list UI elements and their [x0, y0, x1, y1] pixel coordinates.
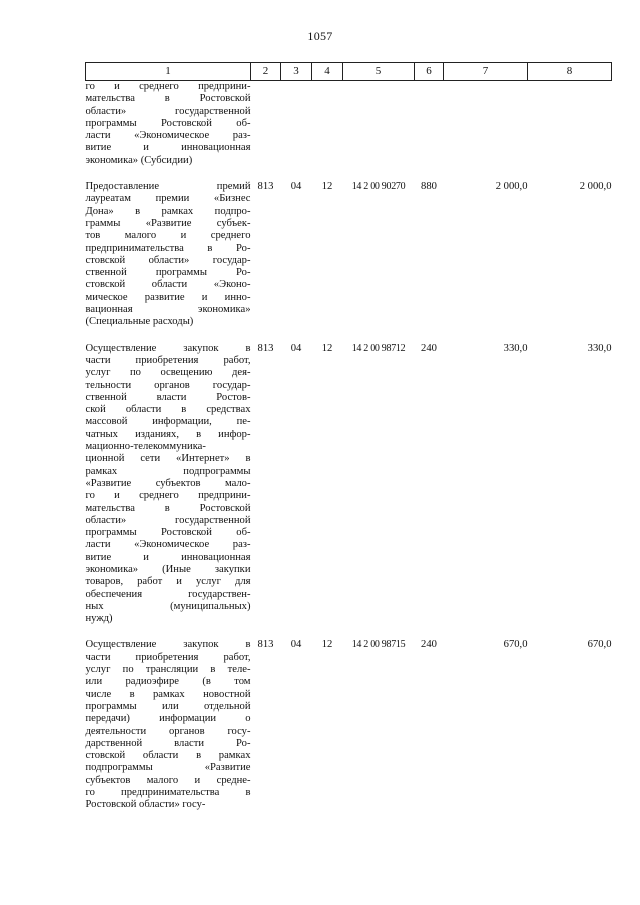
description-line: услуг по освещению дея-	[85, 367, 251, 379]
column-header: 6	[415, 63, 444, 81]
description-line: ных (муниципальных)	[85, 600, 251, 612]
description-line: области» государственной	[85, 514, 251, 526]
table-body	[86, 81, 612, 812]
budget-table	[85, 62, 612, 812]
cell-subsection-code: 12	[321, 342, 333, 354]
cell-target-article: 14 2 00 98715	[351, 639, 406, 651]
cell-ministry-code	[251, 81, 281, 168]
row-description	[86, 181, 251, 329]
description-line: дарственной власти Ро-	[85, 737, 251, 749]
description-line: вационная экономика»	[85, 304, 251, 316]
description-line: го и среднего предприни-	[85, 81, 251, 92]
table-row	[86, 181, 612, 329]
cell-amount-year-1: 330,0	[503, 342, 528, 354]
description-line: «Развитие субъектов мало-	[85, 477, 251, 489]
description-line: экономика» (Субсидии)	[85, 154, 193, 166]
column-header: 7	[444, 63, 528, 81]
description-line: обеспечения государствен-	[85, 588, 251, 600]
description-line: ласти «Экономическое раз-	[85, 130, 251, 142]
description-line: тельности органов государ-	[85, 379, 251, 391]
description-line: ской области в средствах	[85, 404, 251, 416]
description-line: услуг по трансляции в теле-	[85, 664, 251, 676]
column-header: 3	[281, 63, 312, 81]
description-line: нужд)	[85, 613, 113, 625]
cell-amount-year-2	[528, 81, 612, 168]
description-line: числе в рамках новостной	[85, 688, 251, 700]
description-line: чатных изданиях, в инфор-	[85, 428, 251, 440]
row-description	[86, 81, 251, 168]
description-line: стовской области в рамках	[85, 750, 251, 762]
cell-ministry-code: 813	[257, 639, 274, 651]
description-line: стовской области «Эконо-	[85, 279, 251, 291]
description-line: ственной программы Ро-	[85, 267, 251, 279]
row-spacer	[86, 329, 612, 343]
column-header: 2	[251, 63, 281, 81]
description-line: го предпринимательства в	[85, 787, 251, 799]
row-description	[86, 639, 251, 811]
description-line: программы Ростовской об-	[85, 117, 251, 129]
description-line: рамках подпрограммы	[85, 465, 251, 477]
description-line: го и среднего предприни-	[85, 490, 251, 502]
description-line: тов малого и среднего	[85, 230, 251, 242]
cell-amount-year-1: 670,0	[503, 639, 528, 651]
description-line: Ростовской области» госу-	[85, 799, 206, 811]
description-line: передачи) информации о	[85, 713, 251, 725]
cell-target-article: 14 2 00 98712	[351, 342, 406, 354]
cell-amount-year-1: 2 000,0	[495, 181, 528, 193]
description-line: мательства в Ростовской	[85, 502, 251, 514]
description-line: витие и инновационная	[85, 142, 251, 154]
table-row	[86, 81, 612, 168]
description-line: Предоставление премий	[85, 181, 251, 193]
cell-subsection-code: 12	[321, 639, 333, 651]
description-line: Осуществление закупок в	[85, 342, 251, 354]
cell-expense-type: 240	[421, 342, 437, 354]
cell-subsection-code	[312, 81, 343, 168]
cell-section-code: 04	[290, 342, 302, 354]
row-spacer	[86, 625, 612, 639]
description-line: товаров, работ и услуг для	[85, 576, 251, 588]
table-row	[86, 343, 612, 626]
description-line: или радиоэфире (в том	[85, 676, 251, 688]
column-header: 5	[343, 63, 415, 81]
description-line: области» государственной	[85, 105, 251, 117]
description-line: массовой информации, пе-	[85, 416, 251, 428]
column-header: 8	[528, 63, 612, 81]
description-line: витие и инновационная	[85, 551, 251, 563]
column-header: 1	[86, 63, 251, 81]
table-header-row	[86, 63, 612, 81]
cell-target-article: 14 2 00 90270	[351, 181, 406, 193]
description-line: ласти «Экономическое раз-	[85, 539, 251, 551]
row-description	[86, 343, 251, 626]
description-line: деятельности органов госу-	[85, 725, 251, 737]
cell-section-code: 04	[290, 639, 302, 651]
description-line: лауреатам премии «Бизнес	[85, 193, 251, 205]
description-line: части приобретения работ,	[85, 651, 251, 663]
cell-section-code: 04	[290, 181, 302, 193]
cell-target-article	[343, 81, 415, 168]
description-line: Дона» в рамках подпро-	[85, 205, 251, 217]
description-line: программы или отдельной	[85, 700, 251, 712]
description-line: предпринимательства в Ро-	[85, 242, 251, 254]
cell-expense-type: 240	[421, 639, 437, 651]
description-line: субъектов малого и средне-	[85, 774, 251, 786]
cell-section-code	[281, 81, 312, 168]
cell-amount-year-2: 670,0	[587, 639, 612, 651]
description-line: подпрограммы «Развитие	[85, 762, 251, 774]
cell-expense-type: 880	[421, 181, 437, 193]
table-row	[86, 639, 612, 811]
description-line: (Специальные расходы)	[85, 316, 194, 328]
cell-amount-year-2: 2 000,0	[579, 181, 612, 193]
page-number: 1057	[307, 29, 333, 43]
cell-ministry-code: 813	[257, 181, 274, 193]
cell-ministry-code: 813	[257, 342, 274, 354]
cell-subsection-code: 12	[321, 181, 333, 193]
cell-amount-year-2: 330,0	[587, 342, 612, 354]
row-spacer	[86, 167, 612, 181]
description-line: стовской области» государ-	[85, 254, 251, 266]
description-line: ционной сети «Интернет» в	[85, 453, 251, 465]
description-line: части приобретения работ,	[85, 354, 251, 366]
description-line: граммы «Развитие субъек-	[85, 217, 251, 229]
description-line: мационно-телекоммуника-	[85, 441, 206, 453]
description-line: ственной власти Ростов-	[85, 391, 251, 403]
cell-expense-type	[415, 81, 444, 168]
column-header: 4	[312, 63, 343, 81]
description-line: Осуществление закупок в	[85, 639, 251, 651]
description-line: экономика» (Иные закупки	[85, 563, 251, 575]
cell-amount-year-1	[444, 81, 528, 168]
description-line: программы Ростовской об-	[85, 527, 251, 539]
description-line: мическое развитие и инно-	[85, 291, 251, 303]
description-line: мательства в Ростовской	[85, 93, 251, 105]
